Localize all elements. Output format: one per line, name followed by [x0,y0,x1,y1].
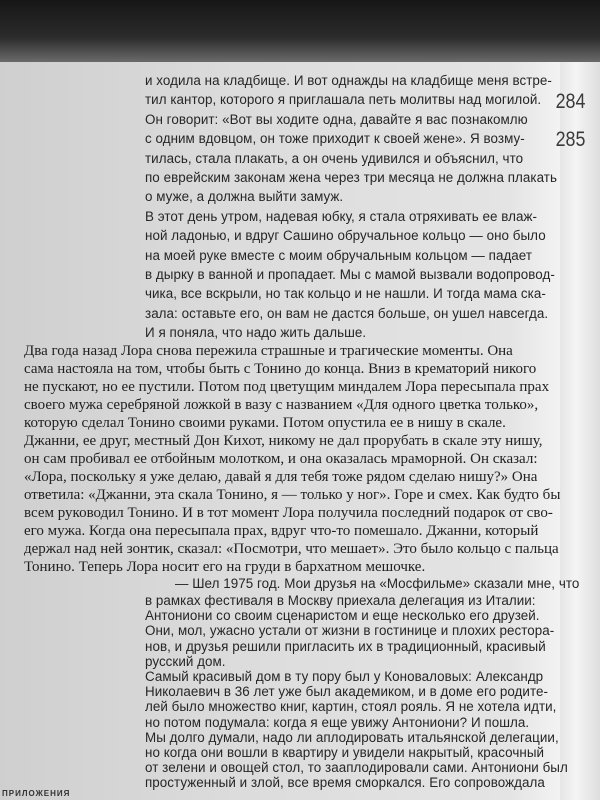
book-top-shadow [0,0,600,62]
paragraph-line: но когда они вошли в квартиру и увидели накрытый, красочный [145,745,545,760]
paragraph-line: он сам пробивал ее отбойным молотком, и она оказалась мраморной. Он сказал: [24,451,538,467]
paragraph-line: и ходила на кладбище. И вот однажды на кладбище меня встре- [145,73,552,88]
paragraph-line: лей было множество книг, картин, стоял рояль. Я не хотела идти, [145,699,557,715]
paragraph-line: Он говорит: «Вот вы ходите одна, давайте я вас познакомлю [145,111,528,127]
paragraph-line: нов, и друзья решили пригласить их в традиционный, красивый [145,638,546,654]
paragraph-line: «Лора, поскольку я уже делаю, давай я для тебя тоже рядом сделаю нишу?» Она [24,469,538,485]
paragraph-line: И я поняла, что надо жить дальше. [145,325,367,341]
paragraph-line: тилась, стала плакать, а он очень удивился и объяснил, что [145,150,524,166]
paragraph-line: держал над ней зонтик, сказал: «Посмотри, что мешает». Это было кольцо с пальца [24,541,559,557]
paragraph-line: ной ладонью, и вдруг Сашино обручальное кольцо — оно было [145,228,546,244]
page-edge [560,62,600,800]
paragraph-line: зала: оставьте его, он вам не дастся больше, он ушел навсегда. [145,305,549,321]
paragraph-line: сама настояла на том, чтобы быть с Тонино до конца. Вниз в крематорий никого [24,361,537,377]
paragraph-line: — Шел 1975 год. Мои друзья на «Мосфильме» сказали мне, что [175,576,580,591]
paragraph-line: тил кантор, которого я приглашала петь молитвы над могилой. [145,92,542,108]
paragraph-line: в дырку в ванной и пропадает. Мы с мамой вызвали водопровод- [145,267,555,282]
paragraph-line: о муже, а должна выйти замуж. [145,189,344,205]
page-number-284: 284 [555,90,586,113]
paragraph-line: своего мужа серебряной ложкой в вазу с названием «Для одного цветка только», [24,397,539,413]
paragraph-line: не пускают, но ее пустили. Потом под цветущим миндалем Лора пересыпала прах [24,379,550,395]
page-number-285: 285 [555,128,586,151]
paragraph-line: ответила: «Джанни, эта скала Тонино, я — только у ног». Горе и смех. Как будто бы [24,487,561,503]
paragraph-line: на моей руке вместе с моим обручальным кольцом — падает [145,247,533,263]
paragraph-line: от зелени и овощей стол, то зааплодировали сами. Антониони был [145,760,568,776]
paragraph-line: Два года назад Лора снова пережила страшные и трагические моменты. Она [24,343,513,359]
paragraph-line: простуженный и злой, все время сморкался. Его сопровождала [145,775,545,791]
paragraph-line: всем руководил Тонино. И в тот момент Лора получила последний подарок от сво- [24,505,553,521]
paragraph-line: Джанни, ее друг, местный Дон Кихот, никому не дал прорубать в скале эту нишу, [24,433,543,449]
paragraph-line: в рамках фестиваля в Москву приехала делегация из Италии: [145,593,536,608]
paragraph-line: чика, все вскрыли, но так кольцо и не нашли. И тогда мама ска- [145,286,546,302]
paragraph-line: по еврейским законам жена через три месяца не должна плакать [145,170,557,185]
paragraph-line: В этот день утром, надевая юбку, я стала отряхивать ее влаж- [145,208,538,224]
paragraph-line: Они, мол, ужасно устали от жизни в гостинице и плохих рестора- [145,623,555,639]
paragraph-line: Самый красивый дом в ту пору был у Коноваловых: Александр [145,669,544,684]
paragraph-line: с одним вдовцом, он тоже приходит к своей жене». Я возму- [145,131,525,147]
paragraph-line: которую сделал Тонино своими руками. Потом опустила ее в нишу в скале. [24,415,506,431]
paragraph-line: но потом подумала: когда я еще увижу Антониони? И пошла. [145,714,530,730]
paragraph-line: его мужа. Когда она пересыпала прах, вдруг что-то помешало. Джанни, который [24,523,539,539]
paragraph-line: Тонино. Теперь Лора носит его на груди в бархатном мешочке. [24,559,426,575]
paragraph-line: Антониони со своим сценаристом и еще несколько его друзей. [145,608,540,624]
paragraph-line: Николаевич в 36 лет уже был академиком, и в доме его родите- [145,684,548,700]
paragraph-line: Мы долго думали, надо ли аплодировать итальянской делегации, [145,729,559,745]
paragraph-line: русский дом. [145,653,226,669]
section-footer: ПРИЛОЖЕНИЯ [2,789,71,798]
